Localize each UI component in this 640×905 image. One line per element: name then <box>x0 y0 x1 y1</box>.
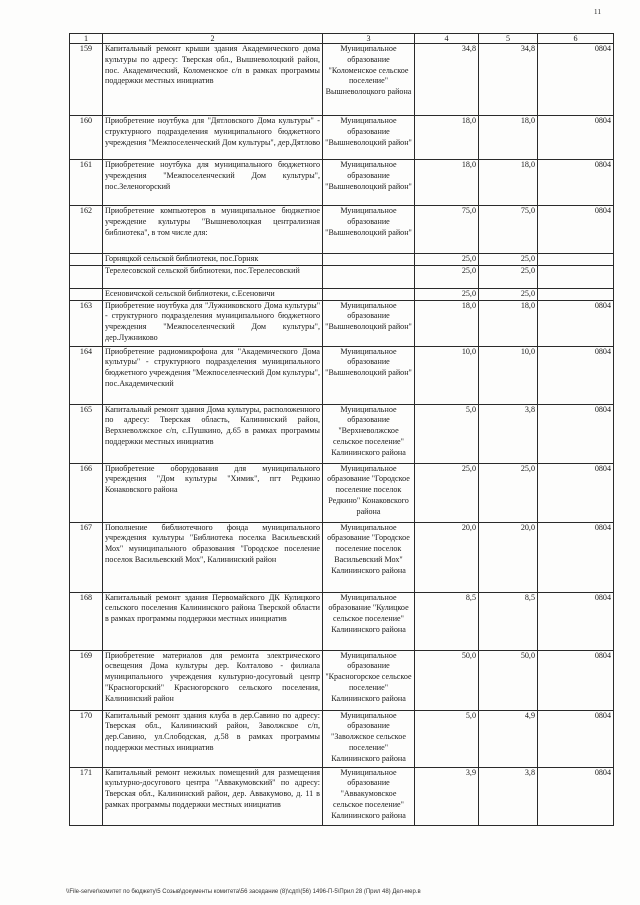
row-description: Капитальный ремонт здания Дома культуры, расположенного по адресу: Тверская область, Калининский район, Верхневолжское с/п, с.Пушкино, д.65 в рамках программы поддержки местных инициатив <box>103 404 323 463</box>
row-amount-1: 3,9 <box>415 767 479 825</box>
row-number: 169 <box>70 650 103 710</box>
row-organization <box>323 254 415 266</box>
row-number: 168 <box>70 592 103 650</box>
table-row <box>70 522 614 592</box>
table-row <box>70 404 614 463</box>
row-amount-2: 18,0 <box>479 300 538 346</box>
row-organization: Муниципальное образование "Вышневолоцкий район" <box>323 160 415 206</box>
budget-table <box>69 33 614 826</box>
row-description: Капитальный ремонт здания Первомайского ДК Кулицкого сельского поселения Калининского района Тверской области в рамках программы поддержки местных инициатив <box>103 592 323 650</box>
row-number: 167 <box>70 522 103 592</box>
row-amount-1: 25,0 <box>415 254 479 266</box>
row-description: Приобретение компьютеров в муниципальное бюджетное учреждение культуры "Вышневолоцкая централизная библиотека", в том числе для: <box>103 206 323 254</box>
row-amount-1: 25,0 <box>415 265 479 288</box>
row-organization: Муниципальное образование "Вышневолоцкий район" <box>323 116 415 160</box>
header-col-6: 6 <box>538 34 614 44</box>
row-amount-1: 25,0 <box>415 288 479 300</box>
row-organization: Муниципальное образование "Аввакумовское сельское поселение" Калининского района <box>323 767 415 825</box>
table-row <box>70 346 614 404</box>
row-code: 0804 <box>538 116 614 160</box>
row-amount-1: 8,5 <box>415 592 479 650</box>
row-code: 0804 <box>538 522 614 592</box>
row-code: 0804 <box>538 404 614 463</box>
row-code: 0804 <box>538 160 614 206</box>
table-row <box>70 116 614 160</box>
row-number <box>70 254 103 266</box>
row-code: 0804 <box>538 300 614 346</box>
row-description: Капитальный ремонт здания клуба в дер.Савино по адресу: Тверская обл., Калининский район, Заволжское с/п, дер.Савино, ул.Слободская, д.58 в рамках программы поддержки местных инициатив <box>103 710 323 767</box>
header-col-2: 2 <box>103 34 323 44</box>
row-description: Приобретение ноутбука для "Лужниковского Дома культуры" - структурного подразделения муниципального бюджетного учреждения "Межпоселенческий Дом культуры", дер.Лужниково <box>103 300 323 346</box>
row-description: Терелесовской сельской библиотеки, пос.Терелесовский <box>103 265 323 288</box>
table-row <box>70 265 614 288</box>
row-organization <box>323 265 415 288</box>
row-description: Капитальный ремонт крыши здания Академического дома культуры по адресу: Тверская обл., Вышневолоцкий район, пос. Академический, Коломенское с/п в рамках программы поддержки местных инициатив <box>103 44 323 116</box>
row-number: 162 <box>70 206 103 254</box>
row-amount-2: 10,0 <box>479 346 538 404</box>
row-description: Есеновичской сельской библиотеки, с.Есеновичи <box>103 288 323 300</box>
row-organization: Муниципальное образование "Вышневолоцкий район" <box>323 346 415 404</box>
row-amount-1: 25,0 <box>415 463 479 522</box>
row-amount-2: 18,0 <box>479 160 538 206</box>
row-organization: Муниципальное образование "Верхневолжское сельское поселение" Калининского района <box>323 404 415 463</box>
row-organization: Муниципальное образование "Городское поселение поселок Васильевский Мох" Калининского района <box>323 522 415 592</box>
row-amount-1: 34,8 <box>415 44 479 116</box>
row-amount-2: 25,0 <box>479 288 538 300</box>
row-code <box>538 288 614 300</box>
row-code: 0804 <box>538 767 614 825</box>
row-number: 170 <box>70 710 103 767</box>
row-amount-1: 5,0 <box>415 404 479 463</box>
row-description: Приобретение радиомикрофона для "Академического Дома культуры" - структурного подразделения муниципального бюджетного учреждения "Межпоселенческий Дом культуры", пос.Академический <box>103 346 323 404</box>
table-row <box>70 44 614 116</box>
row-organization: Муниципальное образование "Коломенское сельское поселение" Вышневолоцкого района <box>323 44 415 116</box>
table-row <box>70 300 614 346</box>
row-description: Капитальный ремонт нежилых помещений для размещения культурно-досугового центра "Аввакумовский" по адресу: Тверская обл., Калининский район, дер. Аввакумово, д. 11 в рамках программы поддержки местных инициатив <box>103 767 323 825</box>
row-description: Приобретение ноутбука для "Дятловского Дома культуры" - структурного подразделения муниципального бюджетного учреждения "Межпоселенческий Дом культуры", дер.Дятлово <box>103 116 323 160</box>
row-description: Пополнение библиотечного фонда муниципального учреждения культуры "Библиотека поселка Васильевский Мох" муниципального образования "Городское поселение поселок Васильевский Мох", Калининский район <box>103 522 323 592</box>
row-description: Приобретение материалов для ремонта электрического освещения Дома культуры дер. Колталово - филиала муниципального учреждения культурно-досуговый центр "Красногорский" Красногорского сельского поселения, Калининский район <box>103 650 323 710</box>
row-number: 171 <box>70 767 103 825</box>
row-description: Горняцкой сельской библиотеки, пос.Горняк <box>103 254 323 266</box>
row-amount-1: 18,0 <box>415 116 479 160</box>
row-amount-2: 3,8 <box>479 404 538 463</box>
table-row <box>70 160 614 206</box>
row-description: Приобретение оборудования для муниципального учреждения "Дом культуры "Химик", пгт Редкино Конаковского района <box>103 463 323 522</box>
row-code: 0804 <box>538 592 614 650</box>
table-row <box>70 710 614 767</box>
row-amount-2: 75,0 <box>479 206 538 254</box>
row-organization: Муниципальное образование "Вышневолоцкий район" <box>323 206 415 254</box>
row-amount-2: 4,9 <box>479 710 538 767</box>
header-col-4: 4 <box>415 34 479 44</box>
table-row <box>70 650 614 710</box>
row-amount-1: 10,0 <box>415 346 479 404</box>
row-number: 160 <box>70 116 103 160</box>
row-organization: Муниципальное образование "Кулицкое сельское поселение" Калининского района <box>323 592 415 650</box>
row-amount-1: 20,0 <box>415 522 479 592</box>
row-code <box>538 254 614 266</box>
row-code: 0804 <box>538 463 614 522</box>
row-number: 159 <box>70 44 103 116</box>
row-amount-2: 34,8 <box>479 44 538 116</box>
row-code <box>538 265 614 288</box>
row-organization: Муниципальное образование "Красногорское сельское поселение" Калининского района <box>323 650 415 710</box>
row-amount-1: 75,0 <box>415 206 479 254</box>
row-organization: Муниципальное образование "Заволжское сельское поселение" Калининского района <box>323 710 415 767</box>
table-row <box>70 206 614 254</box>
table-row <box>70 767 614 825</box>
header-col-5: 5 <box>479 34 538 44</box>
row-code: 0804 <box>538 650 614 710</box>
table-row <box>70 254 614 266</box>
footer-file-path: \\File-server\комитет по бюджету\5 Созыв\документы комитета\56 заседание (8)\сдп\(56) 1496-П-5\Прил 28 (Прил 48) Дел-мер.в <box>66 889 421 895</box>
row-number: 161 <box>70 160 103 206</box>
row-amount-2: 25,0 <box>479 463 538 522</box>
row-organization <box>323 288 415 300</box>
row-code: 0804 <box>538 206 614 254</box>
row-amount-1: 18,0 <box>415 160 479 206</box>
row-amount-1: 5,0 <box>415 710 479 767</box>
row-amount-2: 8,5 <box>479 592 538 650</box>
row-amount-2: 25,0 <box>479 265 538 288</box>
header-row <box>70 34 614 44</box>
row-code: 0804 <box>538 44 614 116</box>
row-organization: Муниципальное образование "Городское поселение поселок Редкино" Конаковского района <box>323 463 415 522</box>
row-number: 165 <box>70 404 103 463</box>
row-code: 0804 <box>538 346 614 404</box>
row-amount-2: 25,0 <box>479 254 538 266</box>
row-description: Приобретение ноутбука для муниципального бюджетного учреждения "Межпоселенческий Дом культуры", пос.Зеленогорский <box>103 160 323 206</box>
row-amount-2: 20,0 <box>479 522 538 592</box>
table-row <box>70 463 614 522</box>
row-number <box>70 265 103 288</box>
row-organization: Муниципальное образование "Вышневолоцкий район" <box>323 300 415 346</box>
table-row <box>70 592 614 650</box>
row-amount-1: 50,0 <box>415 650 479 710</box>
row-amount-2: 18,0 <box>479 116 538 160</box>
row-amount-1: 18,0 <box>415 300 479 346</box>
header-col-3: 3 <box>323 34 415 44</box>
row-number: 166 <box>70 463 103 522</box>
header-col-1: 1 <box>70 34 103 44</box>
row-number: 163 <box>70 300 103 346</box>
row-amount-2: 50,0 <box>479 650 538 710</box>
row-number: 164 <box>70 346 103 404</box>
row-number <box>70 288 103 300</box>
row-amount-2: 3,8 <box>479 767 538 825</box>
page-number: 11 <box>594 8 602 16</box>
table-row <box>70 288 614 300</box>
row-code: 0804 <box>538 710 614 767</box>
